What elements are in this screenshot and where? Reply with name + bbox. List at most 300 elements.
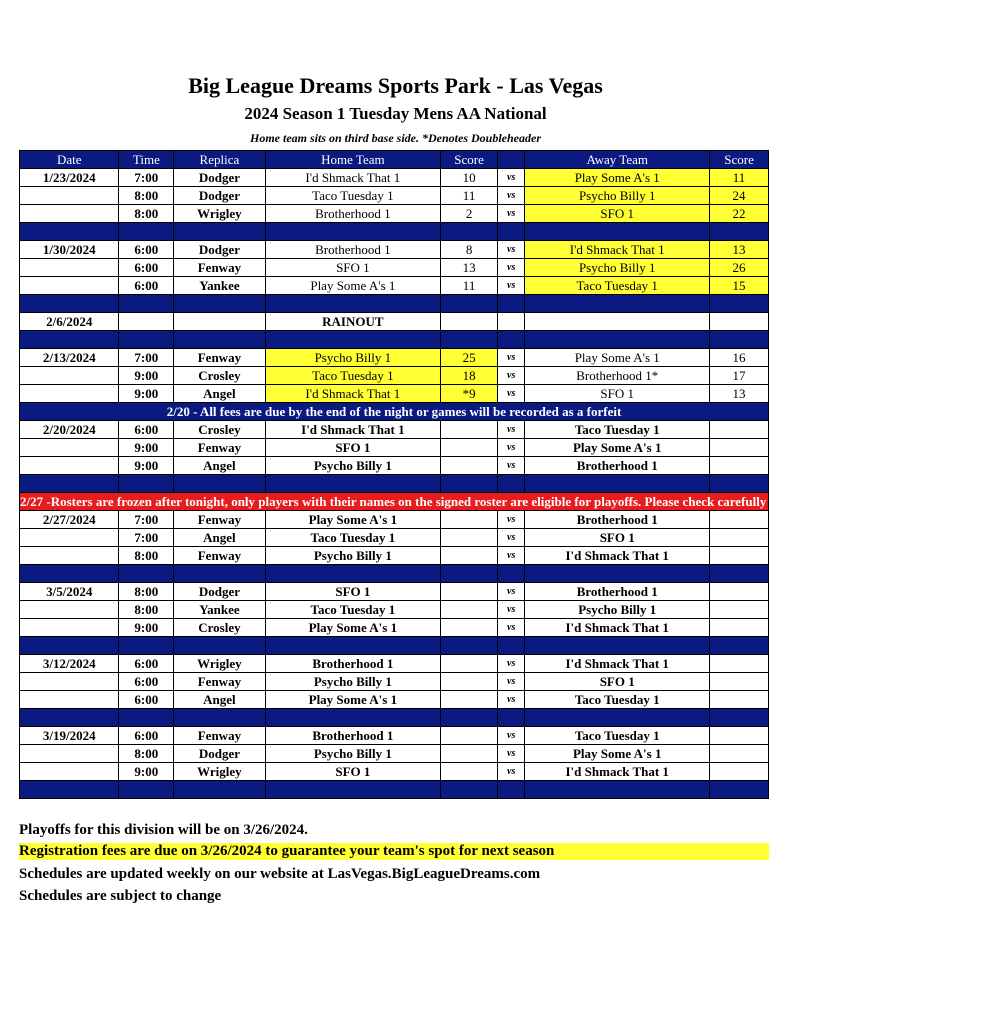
- game-replica: Fenway: [174, 349, 265, 367]
- home-score: 11: [441, 187, 498, 205]
- home-team: I'd Shmack That 1: [265, 421, 441, 439]
- game-replica: Fenway: [174, 727, 265, 745]
- separator-cell: [265, 709, 441, 727]
- home-score: [441, 655, 498, 673]
- separator-cell: [119, 709, 174, 727]
- separator-cell: [441, 331, 498, 349]
- week-separator-row: [20, 295, 769, 313]
- game-date: 2/27/2024: [20, 511, 119, 529]
- separator-cell: [265, 331, 441, 349]
- vs-label: vs: [497, 259, 524, 277]
- game-date: [20, 187, 119, 205]
- vs-label: vs: [497, 691, 524, 709]
- game-replica: Angel: [174, 529, 265, 547]
- vs-label: vs: [497, 367, 524, 385]
- away-team: SFO 1: [525, 385, 710, 403]
- game-replica: Crosley: [174, 421, 265, 439]
- separator-cell: [265, 781, 441, 799]
- separator-cell: [497, 331, 524, 349]
- away-score: 17: [710, 367, 769, 385]
- game-time: 7:00: [119, 511, 174, 529]
- away-score: [710, 619, 769, 637]
- game-time: 7:00: [119, 169, 174, 187]
- col-header-away-score: Score: [710, 151, 769, 169]
- away-team: Brotherhood 1: [525, 583, 710, 601]
- separator-cell: [525, 295, 710, 313]
- away-score: [710, 439, 769, 457]
- col-header-vs: [497, 151, 524, 169]
- game-date: [20, 691, 119, 709]
- game-date: [20, 457, 119, 475]
- game-replica: Wrigley: [174, 763, 265, 781]
- disclaimer-note: Schedules are subject to change: [19, 888, 222, 904]
- home-team: SFO 1: [265, 259, 441, 277]
- home-team: Psycho Billy 1: [265, 457, 441, 475]
- separator-cell: [20, 331, 119, 349]
- game-time: 9:00: [119, 457, 174, 475]
- col-header-date: Date: [20, 151, 119, 169]
- game-row: [20, 277, 769, 295]
- col-header-home-team: Home Team: [265, 151, 441, 169]
- home-team: Brotherhood 1: [265, 727, 441, 745]
- col-header-home-score: Score: [441, 151, 498, 169]
- away-score: 16: [710, 349, 769, 367]
- home-score: 18: [441, 367, 498, 385]
- game-time: 6:00: [119, 691, 174, 709]
- col-header-time: Time: [119, 151, 174, 169]
- fee-notice-row: [20, 403, 769, 421]
- game-replica: Yankee: [174, 601, 265, 619]
- home-score: [441, 727, 498, 745]
- away-team: Psycho Billy 1: [525, 259, 710, 277]
- home-score: 10: [441, 169, 498, 187]
- vs-label: vs: [497, 457, 524, 475]
- away-score: 22: [710, 205, 769, 223]
- game-row: [20, 439, 769, 457]
- game-row: [20, 583, 769, 601]
- home-team: I'd Shmack That 1: [265, 385, 441, 403]
- game-date: [20, 529, 119, 547]
- separator-cell: [441, 565, 498, 583]
- game-row: [20, 385, 769, 403]
- away-team: I'd Shmack That 1: [525, 241, 710, 259]
- separator-cell: [20, 709, 119, 727]
- empty-cell: [525, 313, 710, 331]
- game-date: [20, 745, 119, 763]
- home-team: Brotherhood 1: [265, 655, 441, 673]
- game-row: [20, 727, 769, 745]
- game-time: 8:00: [119, 187, 174, 205]
- game-row: [20, 763, 769, 781]
- game-row: [20, 457, 769, 475]
- separator-cell: [119, 565, 174, 583]
- home-team: Brotherhood 1: [265, 205, 441, 223]
- home-team: Play Some A's 1: [265, 619, 441, 637]
- separator-cell: [174, 475, 265, 493]
- separator-cell: [265, 475, 441, 493]
- game-replica: Wrigley: [174, 205, 265, 223]
- game-date: [20, 673, 119, 691]
- vs-label: vs: [497, 547, 524, 565]
- separator-cell: [710, 637, 769, 655]
- game-time: 8:00: [119, 205, 174, 223]
- game-replica: Dodger: [174, 169, 265, 187]
- separator-cell: [497, 223, 524, 241]
- separator-cell: [119, 295, 174, 313]
- separator-cell: [265, 223, 441, 241]
- home-team: SFO 1: [265, 583, 441, 601]
- home-score: [441, 601, 498, 619]
- vs-label: vs: [497, 601, 524, 619]
- game-time: 9:00: [119, 367, 174, 385]
- game-time: 6:00: [119, 421, 174, 439]
- home-team: Taco Tuesday 1: [265, 367, 441, 385]
- game-replica: Angel: [174, 385, 265, 403]
- away-team: Psycho Billy 1: [525, 187, 710, 205]
- vs-label: vs: [497, 421, 524, 439]
- separator-cell: [174, 295, 265, 313]
- vs-label: vs: [497, 655, 524, 673]
- home-score: 8: [441, 241, 498, 259]
- vs-label: vs: [497, 205, 524, 223]
- week-separator-row: [20, 331, 769, 349]
- home-team: Brotherhood 1: [265, 241, 441, 259]
- separator-cell: [174, 223, 265, 241]
- game-time: 8:00: [119, 745, 174, 763]
- game-row: [20, 619, 769, 637]
- home-team: Psycho Billy 1: [265, 745, 441, 763]
- away-team: Brotherhood 1: [525, 511, 710, 529]
- away-score: 15: [710, 277, 769, 295]
- away-score: [710, 583, 769, 601]
- separator-cell: [174, 637, 265, 655]
- separator-cell: [710, 223, 769, 241]
- away-score: 26: [710, 259, 769, 277]
- home-team: Taco Tuesday 1: [265, 187, 441, 205]
- vs-label: vs: [497, 169, 524, 187]
- game-row: [20, 601, 769, 619]
- away-score: [710, 601, 769, 619]
- away-score: [710, 691, 769, 709]
- game-time: 9:00: [119, 763, 174, 781]
- away-team: Taco Tuesday 1: [525, 691, 710, 709]
- separator-cell: [497, 637, 524, 655]
- home-team: SFO 1: [265, 439, 441, 457]
- home-team: Play Some A's 1: [265, 511, 441, 529]
- game-replica: Crosley: [174, 367, 265, 385]
- separator-cell: [20, 223, 119, 241]
- vs-label: vs: [497, 187, 524, 205]
- separator-cell: [441, 709, 498, 727]
- game-replica: Angel: [174, 691, 265, 709]
- game-time: 6:00: [119, 727, 174, 745]
- home-score: 2: [441, 205, 498, 223]
- game-date: 2/20/2024: [20, 421, 119, 439]
- separator-cell: [497, 475, 524, 493]
- separator-cell: [174, 709, 265, 727]
- header-note: Home team sits on third base side. *Denotes Doubleheader: [250, 131, 541, 145]
- home-team: Psycho Billy 1: [265, 547, 441, 565]
- away-score: [710, 673, 769, 691]
- game-date: [20, 439, 119, 457]
- week-separator-row: [20, 475, 769, 493]
- separator-cell: [119, 637, 174, 655]
- home-score: [441, 619, 498, 637]
- roster-alert-text: 2/27 -Rosters are frozen after tonight, only players with their names on the signed roster are eligible for playoffs. Please check carefully as changes will not be made for omissions.: [20, 493, 1003, 509]
- schedule-table: [19, 150, 1003, 799]
- separator-cell: [525, 223, 710, 241]
- separator-cell: [20, 781, 119, 799]
- game-date: 2/13/2024: [20, 349, 119, 367]
- separator-cell: [119, 781, 174, 799]
- game-date: [20, 601, 119, 619]
- game-date: [20, 259, 119, 277]
- game-replica: Fenway: [174, 259, 265, 277]
- separator-cell: [525, 637, 710, 655]
- schedule-body: [20, 169, 1003, 799]
- game-replica: Crosley: [174, 619, 265, 637]
- separator-cell: [174, 781, 265, 799]
- away-score: 13: [710, 241, 769, 259]
- separator-cell: [174, 331, 265, 349]
- col-header-replica: Replica: [174, 151, 265, 169]
- separator-cell: [710, 565, 769, 583]
- game-replica: Fenway: [174, 439, 265, 457]
- game-time: 8:00: [119, 583, 174, 601]
- game-time: 8:00: [119, 601, 174, 619]
- separator-cell: [441, 637, 498, 655]
- away-team: Brotherhood 1*: [525, 367, 710, 385]
- home-team: Play Some A's 1: [265, 691, 441, 709]
- vs-label: vs: [497, 349, 524, 367]
- vs-label: vs: [497, 727, 524, 745]
- game-time: 9:00: [119, 619, 174, 637]
- game-row: [20, 349, 769, 367]
- game-date: 3/12/2024: [20, 655, 119, 673]
- separator-cell: [265, 295, 441, 313]
- home-score: [441, 673, 498, 691]
- separator-cell: [20, 475, 119, 493]
- game-replica: Fenway: [174, 547, 265, 565]
- home-team: I'd Shmack That 1: [265, 169, 441, 187]
- game-time: 6:00: [119, 241, 174, 259]
- game-row: [20, 655, 769, 673]
- separator-cell: [710, 331, 769, 349]
- home-score: [441, 583, 498, 601]
- game-replica: Dodger: [174, 583, 265, 601]
- page-subtitle: 2024 Season 1 Tuesday Mens AA National: [244, 104, 547, 123]
- registration-note: Registration fees are due on 3/26/2024 to guarantee your team's spot for next season: [19, 843, 769, 860]
- week-separator-row: [20, 637, 769, 655]
- separator-cell: [119, 223, 174, 241]
- rainout-row: [20, 313, 769, 331]
- home-score: *9: [441, 385, 498, 403]
- game-row: [20, 241, 769, 259]
- separator-cell: [525, 565, 710, 583]
- separator-cell: [265, 637, 441, 655]
- away-team: Psycho Billy 1: [525, 601, 710, 619]
- away-score: [710, 763, 769, 781]
- separator-cell: [525, 331, 710, 349]
- week-separator-row: [20, 565, 769, 583]
- vs-label: vs: [497, 619, 524, 637]
- away-score: [710, 745, 769, 763]
- rainout-label: RAINOUT: [265, 313, 441, 331]
- game-row: [20, 691, 769, 709]
- home-team: Taco Tuesday 1: [265, 601, 441, 619]
- game-row: [20, 187, 769, 205]
- website-note: Schedules are updated weekly on our website at LasVegas.BigLeagueDreams.com: [19, 866, 541, 882]
- game-date: 2/6/2024: [20, 313, 119, 331]
- game-time: [119, 313, 174, 331]
- away-score: [710, 421, 769, 439]
- vs-label: vs: [497, 511, 524, 529]
- col-header-away-team: Away Team: [525, 151, 710, 169]
- home-score: [441, 511, 498, 529]
- away-team: I'd Shmack That 1: [525, 763, 710, 781]
- game-date: 3/19/2024: [20, 727, 119, 745]
- game-time: 6:00: [119, 655, 174, 673]
- game-time: 9:00: [119, 385, 174, 403]
- separator-cell: [710, 709, 769, 727]
- playoffs-note: Playoffs for this division will be on 3/26/2024.: [19, 822, 308, 838]
- game-row: [20, 529, 769, 547]
- away-team: Brotherhood 1: [525, 457, 710, 475]
- away-team: Play Some A's 1: [525, 439, 710, 457]
- home-team: Play Some A's 1: [265, 277, 441, 295]
- home-score: [441, 421, 498, 439]
- separator-cell: [441, 781, 498, 799]
- game-row: [20, 205, 769, 223]
- home-score: [441, 439, 498, 457]
- separator-cell: [119, 475, 174, 493]
- vs-label: vs: [497, 241, 524, 259]
- separator-cell: [20, 637, 119, 655]
- home-score: [441, 457, 498, 475]
- game-date: 1/30/2024: [20, 241, 119, 259]
- vs-label: vs: [497, 439, 524, 457]
- home-score: [441, 763, 498, 781]
- game-time: 9:00: [119, 439, 174, 457]
- game-row: [20, 169, 769, 187]
- separator-cell: [710, 781, 769, 799]
- game-row: [20, 421, 769, 439]
- separator-cell: [119, 331, 174, 349]
- home-team: SFO 1: [265, 763, 441, 781]
- game-row: [20, 259, 769, 277]
- game-replica: Fenway: [174, 673, 265, 691]
- separator-cell: [497, 781, 524, 799]
- fee-notice-text: 2/20 - All fees are due by the end of the night or games will be recorded as a forfeit: [20, 403, 769, 421]
- vs-label: vs: [497, 529, 524, 547]
- away-team: Taco Tuesday 1: [525, 277, 710, 295]
- home-score: [441, 691, 498, 709]
- empty-cell: [497, 313, 524, 331]
- away-team: Play Some A's 1: [525, 745, 710, 763]
- game-replica: Dodger: [174, 745, 265, 763]
- game-date: [20, 763, 119, 781]
- vs-label: vs: [497, 385, 524, 403]
- away-score: [710, 529, 769, 547]
- game-date: [20, 619, 119, 637]
- vs-label: vs: [497, 763, 524, 781]
- separator-cell: [174, 565, 265, 583]
- game-time: 6:00: [119, 673, 174, 691]
- table-header-row: [20, 151, 769, 169]
- game-replica: Fenway: [174, 511, 265, 529]
- away-score: [710, 511, 769, 529]
- game-date: [20, 205, 119, 223]
- game-row: [20, 745, 769, 763]
- game-row: [20, 511, 769, 529]
- away-team: Play Some A's 1: [525, 169, 710, 187]
- game-row: [20, 547, 769, 565]
- week-separator-row: [20, 223, 769, 241]
- away-score: [710, 457, 769, 475]
- away-team: SFO 1: [525, 529, 710, 547]
- away-score: [710, 655, 769, 673]
- game-replica: Wrigley: [174, 655, 265, 673]
- home-score: [441, 745, 498, 763]
- separator-cell: [441, 295, 498, 313]
- separator-cell: [710, 475, 769, 493]
- vs-label: vs: [497, 673, 524, 691]
- separator-cell: [497, 565, 524, 583]
- separator-cell: [525, 781, 710, 799]
- away-score: 13: [710, 385, 769, 403]
- home-team: Psycho Billy 1: [265, 349, 441, 367]
- separator-cell: [525, 709, 710, 727]
- page-title: Big League Dreams Sports Park - Las Vegas: [188, 73, 603, 98]
- separator-cell: [20, 295, 119, 313]
- game-date: [20, 277, 119, 295]
- away-score: [710, 727, 769, 745]
- game-time: 6:00: [119, 259, 174, 277]
- game-time: 7:00: [119, 349, 174, 367]
- separator-cell: [497, 709, 524, 727]
- away-team: I'd Shmack That 1: [525, 619, 710, 637]
- separator-cell: [441, 475, 498, 493]
- away-team: SFO 1: [525, 673, 710, 691]
- vs-label: vs: [497, 745, 524, 763]
- away-team: Taco Tuesday 1: [525, 727, 710, 745]
- vs-label: vs: [497, 583, 524, 601]
- empty-cell: [441, 313, 498, 331]
- separator-cell: [441, 223, 498, 241]
- home-score: [441, 529, 498, 547]
- game-time: 7:00: [119, 529, 174, 547]
- game-date: 1/23/2024: [20, 169, 119, 187]
- empty-cell: [710, 313, 769, 331]
- game-replica: Yankee: [174, 277, 265, 295]
- game-date: [20, 385, 119, 403]
- home-score: [441, 547, 498, 565]
- away-score: 24: [710, 187, 769, 205]
- game-replica: [174, 313, 265, 331]
- separator-cell: [710, 295, 769, 313]
- week-separator-row: [20, 709, 769, 727]
- game-time: 8:00: [119, 547, 174, 565]
- game-date: 3/5/2024: [20, 583, 119, 601]
- away-score: [710, 547, 769, 565]
- home-score: 13: [441, 259, 498, 277]
- game-time: 6:00: [119, 277, 174, 295]
- game-date: [20, 367, 119, 385]
- week-separator-row: [20, 781, 769, 799]
- game-date: [20, 547, 119, 565]
- vs-label: vs: [497, 277, 524, 295]
- home-score: 25: [441, 349, 498, 367]
